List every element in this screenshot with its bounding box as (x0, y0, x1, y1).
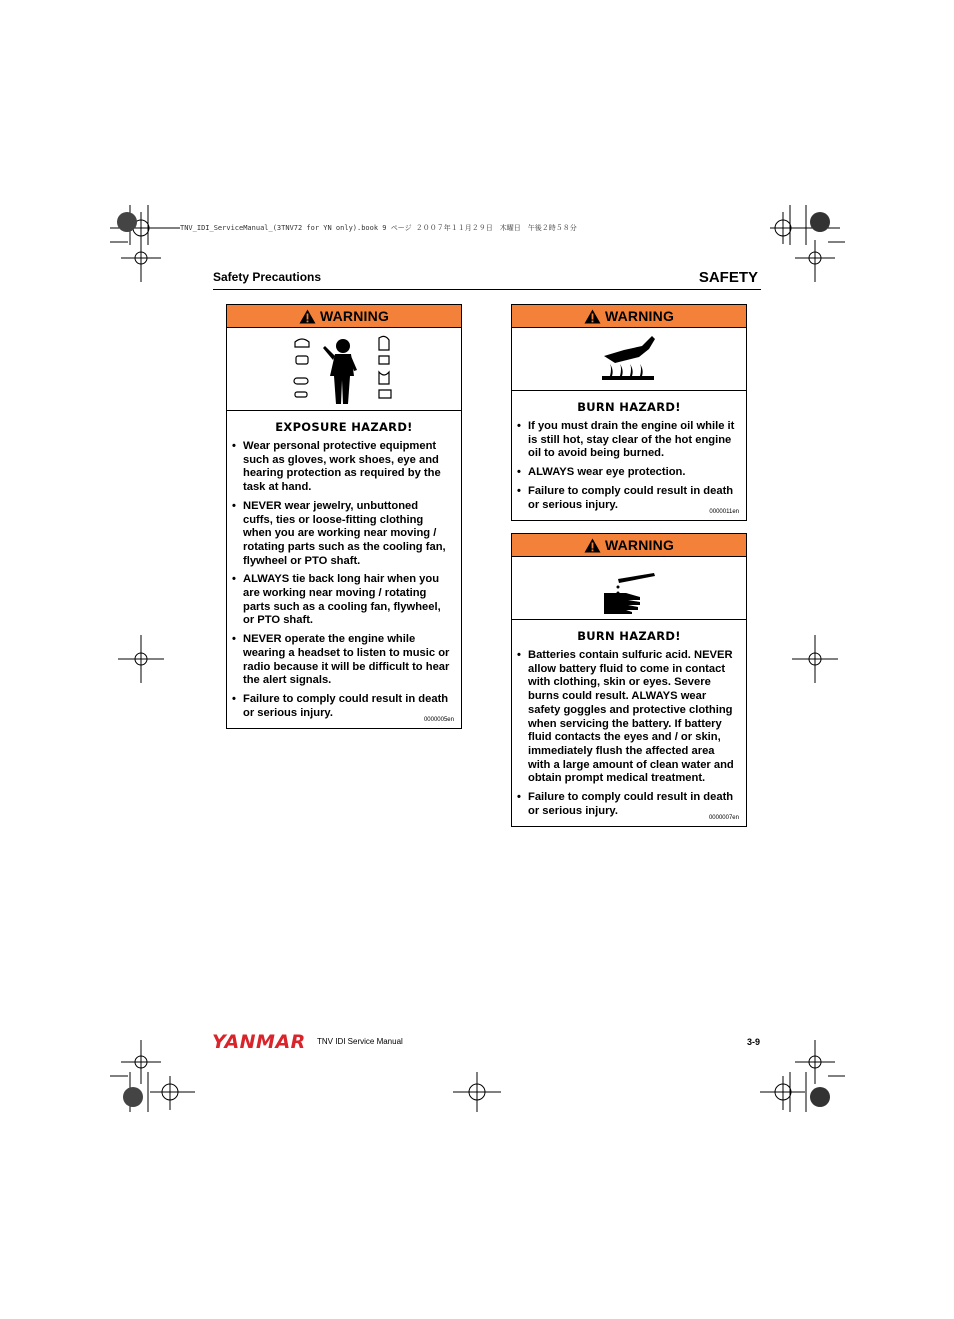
warning-box-battery-acid (511, 533, 747, 827)
warning-label: WARNING (319, 308, 390, 324)
list-item: • ALWAYS wear eye protection. (517, 466, 686, 479)
hazard-title: EXPOSURE HAZARD! (275, 420, 413, 434)
warning-header (512, 534, 746, 557)
hazard-list (512, 649, 746, 818)
label-code: 0000005en (423, 717, 454, 723)
list-item: • Failure to comply could result in death or serious injury. (517, 791, 734, 817)
manual-title: TNV IDI Service Manual (317, 1037, 403, 1046)
list-item: • ALWAYS tie back long hair when you are working near moving / rotating parts such as a cooling fan, flywheel, or PTO shaft. (232, 573, 441, 627)
ppe-icon (227, 328, 461, 411)
label-code: 0000007en (708, 815, 739, 821)
warning-triangle-icon (584, 309, 601, 324)
header-rule (213, 289, 761, 290)
warning-header (227, 305, 461, 328)
print-info: TNV_IDI_ServiceManual_(3TNV72 for YN only).book 9 ページ ２００７年１１月２９日 木曜日 午後２時５８分 (180, 224, 577, 232)
hazard-list (227, 440, 461, 720)
warning-triangle-icon (299, 309, 316, 324)
label-code: 0000011en (709, 509, 739, 515)
hazard-list (512, 420, 746, 512)
section-title: Safety Precautions (213, 270, 322, 284)
corrosive-icon (512, 557, 746, 620)
warning-header (512, 305, 746, 328)
warning-triangle-icon (584, 538, 601, 553)
chapter-title: SAFETY (698, 269, 758, 286)
page-number: 3-9 (746, 1037, 760, 1047)
hazard-title: BURN HAZARD! (577, 629, 681, 643)
yanmar-logo: YANMAR (212, 1031, 306, 1053)
list-item: • NEVER wear jewelry, unbuttoned cuffs, ties or loose-fitting clothing when you are working near moving / rotating parts such as the cooling fan, flywheel or PTO shaft. (232, 499, 446, 567)
warning-label: WARNING (604, 537, 675, 553)
warning-box-exposure (226, 304, 462, 729)
list-item: • Failure to comply could result in death or serious injury. (517, 484, 734, 511)
list-item: • Wear personal protective equipment such as gloves, work shoes, eye and hearing protection as required by the task at hand. (232, 440, 441, 494)
warning-label: WARNING (604, 308, 675, 324)
warning-box-hot-oil (511, 304, 747, 521)
hot-surface-icon (512, 328, 746, 391)
list-item: • If you must drain the engine oil while it is still hot, stay clear of the hot engine oil to avoid being burned. (517, 420, 735, 460)
list-item: • Failure to comply could result in death or serious injury. (232, 692, 449, 719)
list-item: • Batteries contain sulfuric acid. NEVER allow battery fluid to come in contact with clothing, skin or eyes. Severe burns could result. ALWAYS wear safety goggles and protective clothing when servicing the battery. If battery fluid contacts the eyes and / or skin, immediately flush the affected area with a large amount of clean water and obtain prompt medical treatment. (517, 649, 734, 785)
hazard-title: BURN HAZARD! (577, 400, 681, 414)
list-item: • NEVER operate the engine while wearing a headset to listen to music or radio because it will be difficult to hear the alert signals. (232, 633, 450, 687)
